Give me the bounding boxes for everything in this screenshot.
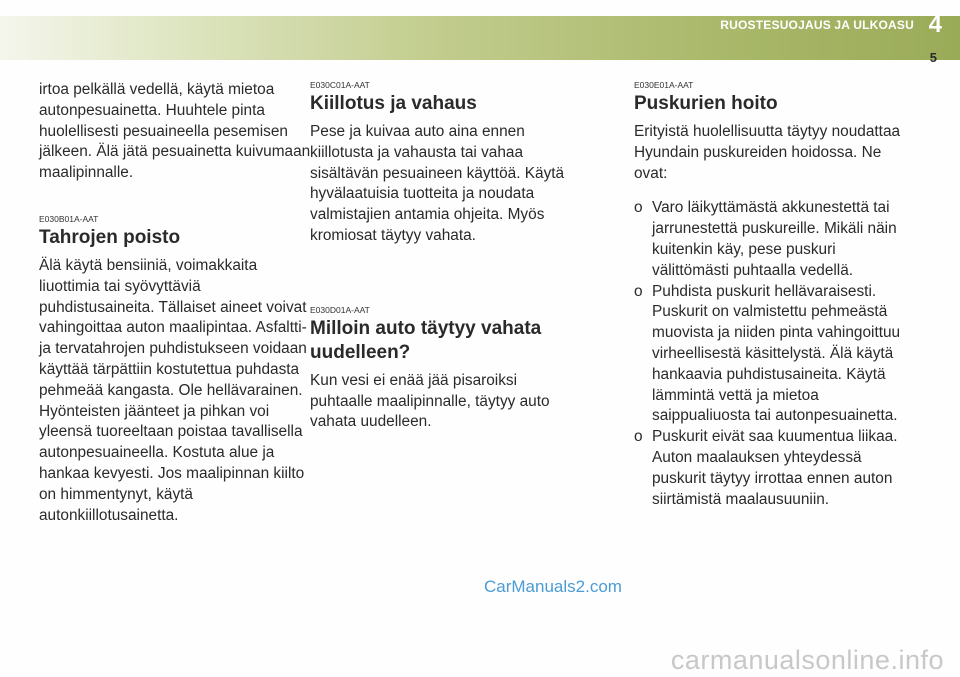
section-heading: Tahrojen poisto: [39, 226, 181, 248]
section-body: Pese ja kuivaa auto aina ennen kiillotusta ja vahausta tai vahaa sisältävän pesuaineen käyttöä. Käytä hyvälaatuisia tuotteita ja noudata valmistajien antamia ohjeita. Myös kromiosat täytyy vahata.: [310, 123, 565, 244]
section-code: E030B01A-AAT: [39, 213, 99, 224]
bullet-list: [634, 198, 906, 510]
column-right: [634, 80, 906, 510]
bullet-marker: o: [634, 282, 643, 300]
list-item-text: Puhdista puskurit hellävaraisesti. Puskurit on valmistettu pehmeästä muovista ja niiden pinta vahingoittuu virheellisestä käsittelystä. Älä käytä hankaavia puhdistusaineita. Käytä lämmintä vettä ja mietoa saippualiuosta tai autonpesuainetta.: [652, 282, 901, 425]
watermark-text: carmanualsonline.info: [670, 645, 944, 675]
list-item: [634, 198, 906, 281]
bullet-marker: o: [634, 428, 643, 446]
section-heading: Milloin auto täytyy vahata uudelleen?: [310, 317, 542, 363]
section-heading: Kiillotus ja vahaus: [310, 93, 477, 114]
watermark-link[interactable]: CarManuals2.com: [484, 577, 622, 596]
section-code: E030C01A-AAT: [310, 80, 370, 90]
chapter-number: 4: [928, 11, 942, 38]
section-code: E030E01A-AAT: [634, 80, 694, 90]
list-item-text: Varo läikyttämästä akkunestettä tai jarrunestettä puskureille. Mikäli näin kuitenkin käy, pese puskuri välittömästi puhtaalla vedellä.: [652, 199, 897, 279]
page-number: 5: [929, 50, 937, 65]
column-middle: [310, 80, 582, 433]
list-item: [634, 427, 906, 510]
section-body: Kun vesi ei enää jää pisaroiksi puhtaalle maalipinnalle, täytyy auto vahata uudelleen.: [310, 371, 550, 431]
list-item-text: Puskurit eivät saa kuumentua liikaa. Auton maalauksen yhteydessä puskurit täytyy irrottaa ennen auton siirtämistä maalausuuniin.: [652, 428, 898, 508]
section-code: E030D01A-AAT: [310, 304, 370, 315]
section-body: Älä käytä bensiiniä, voimakkaita liuottimia tai syövyttäviä puhdistusaineita. Tällaiset aineet voivat vahingoittaa auton maalipintaa. Asfaltti- ja tervatahrojen puhdistukseen voidaan käyttää tärpättiin kostutettua puhdasta pehmeää kangasta. Ole hellävarainen. Hyönteisten jäänteet ja pihkan voi yleensä tuoreeltaan poistaa tavallisella autonpesuaineella. Kostuta alue ja hankaa kevyesti. Jos maalipinnan kiilto on himmentynyt, käytä autonkiillotusainetta.: [39, 256, 307, 524]
section-intro: Erityistä huolellisuutta täytyy noudattaa Hyundain puskureiden hoidossa. Ne ovat:: [634, 123, 901, 182]
bullet-marker: o: [634, 199, 643, 217]
column-left: [39, 80, 311, 526]
section-heading: Puskurien hoito: [634, 93, 778, 114]
section-title: RUOSTESUOJAUS JA ULKOASU: [720, 18, 914, 32]
continued-paragraph: irtoa pelkällä vedellä, käytä mietoa autonpesuainetta. Huuhtele pinta huolellisesti pesuaineella pesemisen jälkeen. Älä jätä pesuainetta kuivumaan maalipinnalle.: [39, 81, 311, 182]
list-item: [634, 282, 906, 428]
